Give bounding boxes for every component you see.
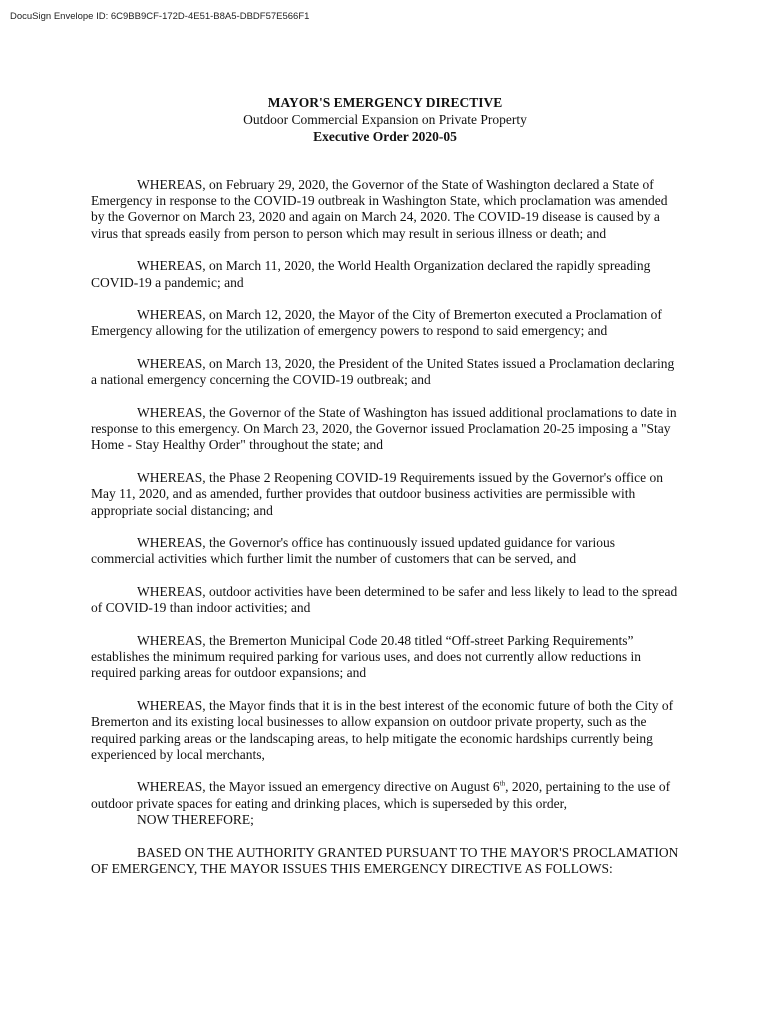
- whereas-text: WHEREAS, the Mayor issued an emergency directive on August 6: [137, 779, 500, 795]
- executive-order-number: Executive Order 2020-05: [313, 129, 457, 144]
- directive-subtitle: Outdoor Commercial Expansion on Private Property: [243, 112, 527, 127]
- whereas-paragraph: WHEREAS, the Governor's office has continuously issued updated guidance for various commercial activities which further limit the number of customers that can be served, and: [91, 535, 615, 567]
- whereas-paragraph: WHEREAS, the Governor of the State of Washington has issued additional proclamations to date in response to this emergency. On March 23, 2020, the Governor issued Proclamation 20-25 imposing a "Stay Home - Stay Healthy Order" throughout the state; and: [91, 405, 677, 453]
- ordinal-suffix: th: [499, 779, 506, 788]
- whereas-paragraph: WHEREAS, the Mayor finds that it is in the best interest of the economic future of both the City of Bremerton and its existing local businesses to allow expansion on outdoor private property, such as the required parking areas or the landscaping areas, to help mitigate the economic hardships currently being experienced by local merchants,: [91, 698, 674, 762]
- envelope-id: DocuSign Envelope ID: 6C9BB9CF-172D-4E51-B8A5-DBDF57E566F1: [10, 11, 310, 22]
- whereas-paragraph: WHEREAS, on February 29, 2020, the Governor of the State of Washington declared a State of Emergency in response to the COVID-19 outbreak in Washington State, which proclamation was amended by the Governor on March 23, 2020 and again on March 24, 2020. The COVID-19 disease is caused by a virus that spreads easily from person to person which may result in serious illness or death; and: [91, 177, 668, 241]
- now-therefore: NOW THEREFORE;: [137, 811, 254, 827]
- document-body: [91, 177, 681, 894]
- whereas-paragraph-last: [91, 779, 681, 811]
- whereas-paragraph: WHEREAS, on March 13, 2020, the President of the United States issued a Proclamation declaring a national emergency concerning the COVID-19 outbreak; and: [91, 356, 675, 388]
- whereas-paragraph: WHEREAS, the Bremerton Municipal Code 20.48 titled “Off-street Parking Requirements” establishes the minimum required parking for various uses, and does not currently allow reductions in required parking areas for outdoor expansions; and: [91, 633, 641, 681]
- whereas-text: , 2020, pertaining to the use of outdoor private spaces for eating and drinking places, which is superseded by this order,: [91, 779, 671, 811]
- whereas-paragraph: WHEREAS, the Phase 2 Reopening COVID-19 Requirements issued by the Governor's office on May 11, 2020, and as amended, further provides that outdoor business activities are permissible with appropriate social distancing; and: [91, 470, 663, 518]
- authority-paragraph: BASED ON THE AUTHORITY GRANTED PURSUANT TO THE MAYOR'S PROCLAMATION OF EMERGENCY, THE MAYOR ISSUES THIS EMERGENCY DIRECTIVE AS FOLLOWS:: [91, 844, 679, 876]
- whereas-paragraph: WHEREAS, on March 11, 2020, the World Health Organization declared the rapidly spreading COVID-19 a pandemic; and: [91, 258, 651, 290]
- whereas-paragraph: WHEREAS, outdoor activities have been determined to be safer and less likely to lead to the spread of COVID-19 than indoor activities; and: [91, 584, 678, 616]
- whereas-paragraph: WHEREAS, on March 12, 2020, the Mayor of the City of Bremerton executed a Proclamation of Emergency allowing for the utilization of emergency powers to respond to said emergency; and: [91, 307, 662, 339]
- directive-title: MAYOR'S EMERGENCY DIRECTIVE: [267, 95, 503, 110]
- document-heading: [0, 94, 770, 145]
